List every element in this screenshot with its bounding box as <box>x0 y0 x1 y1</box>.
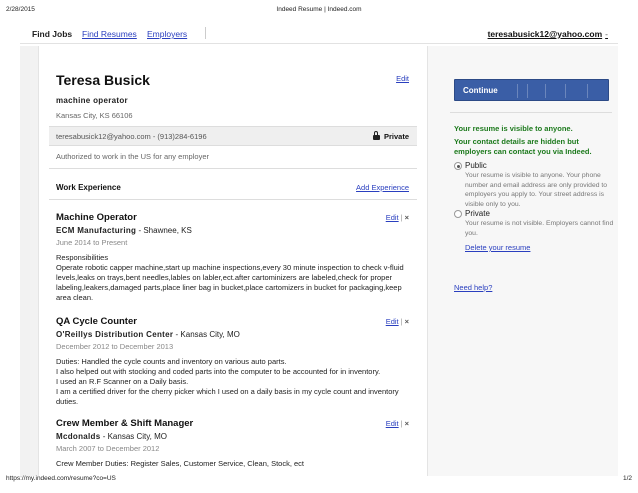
edit-job-link[interactable]: Edit <box>385 419 399 428</box>
contact-bar <box>49 126 417 146</box>
job-actions <box>386 213 409 222</box>
job-company: Mcdonalds <box>56 432 101 441</box>
button-texture <box>545 84 546 98</box>
job-dates: December 2012 to December 2013 <box>56 342 174 351</box>
nav-employers[interactable]: Employers <box>147 29 188 39</box>
print-page-title: Indeed Resume | Indeed.com <box>276 6 362 13</box>
work-authorization: Authorized to work in the US for any employer <box>56 152 209 161</box>
nav-find-resumes[interactable]: Find Resumes <box>82 29 137 39</box>
print-header <box>6 6 632 16</box>
job-dates: March 2007 to December 2012 <box>56 444 160 453</box>
right-sidebar-background <box>428 46 618 476</box>
nav-separator <box>205 27 206 39</box>
job-description: Responsibilities Operate robotic capper machine,start up machine inspections,every 30 minute inspection to check v-fluid levels,leaks on trays,bent needles,lables on labler,ect.after cartominizers are labeled,check for proper labeling,leakers,damaged parts,place liner bag in bucket,place cartomizers in bucket for packaging,keep area clean. <box>56 253 404 302</box>
user-email: teresabusick12@yahoo.com <box>487 29 603 39</box>
delete-resume-link[interactable]: Delete your resume <box>465 243 531 252</box>
visibility-contact-note: Your contact details are hidden but employers can contact you via Indeed. <box>454 137 592 156</box>
job-description: Crew Member Duties: Register Sales, Customer Service, Clean, Stock, ect <box>56 459 305 468</box>
private-radio[interactable] <box>454 210 462 218</box>
continue-button[interactable] <box>454 79 609 101</box>
privacy-status <box>373 131 409 141</box>
nav-find-jobs[interactable]: Find Jobs <box>32 29 73 39</box>
job-location: - Kansas City, MO <box>173 330 240 339</box>
job-company-line <box>56 432 409 441</box>
job-company: ECM Manufacturing <box>56 226 137 235</box>
job-actions <box>386 317 409 326</box>
private-label: Private <box>465 209 490 218</box>
job-title: Machine Operator <box>56 212 137 223</box>
public-radio[interactable] <box>454 162 462 170</box>
add-experience-link[interactable]: Add Experience <box>356 183 409 192</box>
resume-name: Teresa Busick <box>56 72 150 88</box>
continue-label: Continue <box>463 86 498 95</box>
divider <box>450 112 612 113</box>
edit-job-link[interactable]: Edit <box>385 213 399 222</box>
lock-icon <box>373 131 380 140</box>
resume-headline: machine operator <box>56 96 128 105</box>
button-texture <box>587 84 588 98</box>
work-experience-heading: Work Experience <box>56 183 121 192</box>
public-label: Public <box>465 161 487 170</box>
action-separator: | <box>400 419 403 428</box>
visibility-line: Your resume is visible to anyone. <box>454 124 573 133</box>
button-texture <box>517 84 518 98</box>
need-help-link[interactable]: Need help? <box>454 283 493 292</box>
button-texture <box>565 84 566 98</box>
delete-job-icon[interactable]: × <box>404 419 409 428</box>
job-entry <box>56 212 409 303</box>
job-description: Duties: Handled the cycle counts and inventory on various auto parts. I also helped out with stocking and coded parts into the computer to be accounted for in inventory. I used an R.F Scanner on a Daily basis. I am a certified driver for the cherry picker which I used on a daily basis in my cycle count and inventory duties. <box>56 357 399 406</box>
left-gutter <box>20 46 38 476</box>
job-dates: June 2014 to Present <box>56 238 128 247</box>
print-date: 2/28/2015 <box>6 6 35 13</box>
private-description: Your resume is not visible. Employers cannot find you. <box>465 220 614 237</box>
divider <box>49 199 417 200</box>
user-account-menu[interactable] <box>488 29 608 39</box>
top-nav <box>20 24 618 44</box>
contact-info: teresabusick12@yahoo.com - (913)284-6196 <box>56 132 207 141</box>
edit-profile-link[interactable]: Edit <box>396 74 409 83</box>
resume-location: Kansas City, KS 66106 <box>56 111 133 120</box>
job-entry <box>56 418 409 469</box>
visibility-summary <box>454 124 614 157</box>
job-actions <box>386 419 409 428</box>
print-page-number: 1/2 <box>622 475 632 482</box>
job-title: Crew Member & Shift Manager <box>56 418 194 429</box>
print-url: https://my.indeed.com/resume?co=US <box>6 475 116 482</box>
job-title: QA Cycle Counter <box>56 316 137 327</box>
delete-job-icon[interactable]: × <box>404 213 409 222</box>
resume-card <box>38 46 428 476</box>
action-separator: | <box>400 213 403 222</box>
job-company-line <box>56 330 409 339</box>
job-location: - Shawnee, KS <box>136 226 192 235</box>
job-entry <box>56 316 409 407</box>
button-texture <box>527 84 528 98</box>
job-location: - Kansas City, MO <box>100 432 168 441</box>
action-separator: | <box>400 317 403 326</box>
job-company: O'Reillys Distribution Center <box>56 330 174 339</box>
delete-job-icon[interactable]: × <box>404 317 409 326</box>
privacy-label: Private <box>383 132 409 141</box>
edit-job-link[interactable]: Edit <box>385 317 399 326</box>
job-company-line <box>56 226 409 235</box>
chevron-down-icon: - <box>605 29 608 39</box>
public-description: Your resume is visible to anyone. Your phone number and email address are only provided to employers you apply to. Your street address is visible only to you. <box>465 172 608 208</box>
divider <box>49 168 417 169</box>
